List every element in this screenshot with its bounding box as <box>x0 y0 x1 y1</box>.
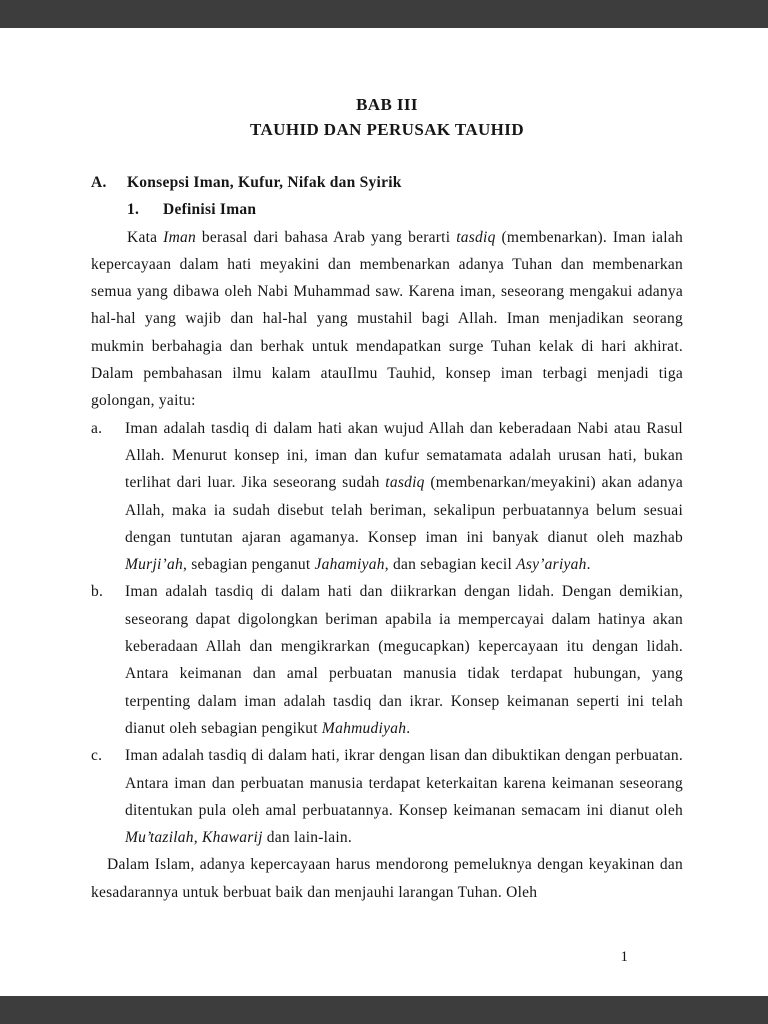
subsection-1-title: Definisi Iman <box>163 201 257 219</box>
list-item-c-text: Iman adalah tasdiq di dalam hati, ikrar dengan lisan dan dibuktikan dengan perbuatan. Antara iman dan perbuatan manusia terdapat keterkaitan karena keimanan seseorang ditentukan pula oleh amal perbuatannya. Konsep keimanan semacam ini dianut oleh Mu’tazilah, Khawarij dan lain-lain. <box>125 747 683 847</box>
list-item-a <box>91 415 683 579</box>
section-a-heading <box>91 169 683 196</box>
section-a-title: Konsepsi Iman, Kufur, Nifak dan Syirik <box>127 174 402 191</box>
chapter-number: BAB III <box>356 95 418 114</box>
page-number: 1 <box>620 949 628 965</box>
section-a-label: A. <box>91 174 107 191</box>
closing-paragraph: Dalam Islam, adanya kepercayaan harus mendorong pemeluknya dengan keyakinan dan kesadarannya untuk berbuat baik dan menjauhi larangan Tuhan. Oleh <box>91 856 683 901</box>
chapter-heading: TAUHID DAN PERUSAK TAUHID <box>250 120 524 139</box>
list-item-c-label: c. <box>91 747 103 765</box>
list-item-a-text: Iman adalah tasdiq di dalam hati akan wujud Allah dan keberadaan Nabi atau Rasul Allah. Menurut konsep ini, iman dan kufur sematamata adalah urusan hati, bukan terlihat dari luar. Jika seseorang sudah tasdiq (membenarkan/meyakini) akan adanya Allah, maka ia sudah disebut telah beriman, sekalipun perbuatannya belum sesuai dengan tuntutan ajaran agamanya. Konsep iman ini banyak dianut oleh mazhab Murji’ah, sebagian penganut Jahamiyah, dan sebagian kecil Asy’ariyah. <box>125 419 683 574</box>
list-item-b <box>91 578 683 742</box>
viewer-top-band <box>0 0 768 28</box>
intro-paragraph: Kata Iman berasal dari bahasa Arab yang berarti tasdiq (membenarkan). Iman ialah kepercayaan dalam hati meyakini dan membenarkan adanya Tuhan dan membenarkan semua yang dibawa oleh Nabi Muhammad saw. Karena iman, seseorang mengakui adanya hal-hal yang wajib dan hal-hal yang mustahil bagi Allah. Iman menjadikan seorang mukmin berbahagia dan berhak untuk mendapatkan surge Tuhan kelak di hari akhirat. Dalam pembahasan ilmu kalam atauIlmu Tauhid, konsep iman terbagi menjadi tiga golongan, yaitu: <box>91 228 683 410</box>
document-page <box>0 28 768 996</box>
list-item-a-label: a. <box>91 419 103 437</box>
subsection-1-heading <box>127 196 683 223</box>
list-item-c <box>91 742 683 851</box>
list-item-b-label: b. <box>91 583 104 601</box>
subsection-1-label: 1. <box>127 201 140 219</box>
viewer-bottom-band <box>0 996 768 1024</box>
chapter-title <box>91 92 683 142</box>
list-item-b-text: Iman adalah tasdiq di dalam hati dan diikrarkan dengan lidah. Dengan demikian, seseorang dapat digolongkan beriman apabila ia mempercayai dalam hatinya akan keberadaan Allah dan mengikrarkan (megucapkan) kepercayaan itu dengan lidah. Antara keimanan dan amal perbuatan manusia tidak terdapat hubungan, yang terpenting dalam iman adalah tasdiq dan ikrar. Konsep keimanan seperti ini telah dianut oleh sebagian pengikut Mahmudiyah. <box>125 583 683 737</box>
